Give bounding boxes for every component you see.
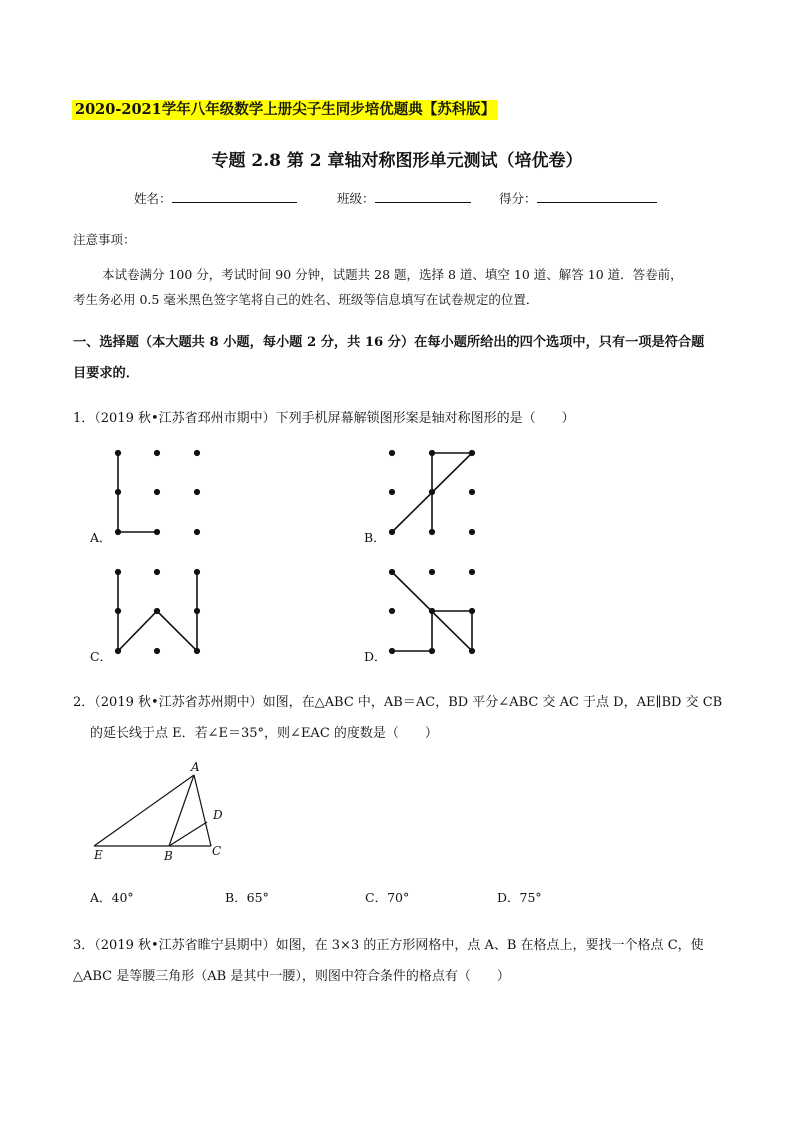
point-d-label: D (213, 808, 223, 822)
score-label: 得分： (499, 191, 537, 206)
q1-option-a-label[interactable]: A． (90, 530, 112, 545)
q3-stem-line-2: △ABC 是等腰三角形（AB 是其中一腰），则图中符合条件的格点有（ ） (73, 969, 510, 984)
q2-choice-b[interactable]: B．65° (225, 890, 269, 905)
class-label: 班级： (337, 191, 375, 206)
line-bd (169, 822, 207, 846)
series-banner: 2020-2021学年八年级数学上册尖子生同步培优题典【苏科版】 (72, 100, 498, 120)
point-a-label: A (191, 760, 200, 774)
q2-choice-c[interactable]: C．70° (365, 890, 410, 905)
line-ab (169, 775, 194, 846)
page-title: 专题 2.8 第 2 章轴对称图形单元测试（培优卷） (211, 151, 583, 171)
q2-choice-d[interactable]: D．75° (497, 890, 542, 905)
q3-stem-line-1: 3．（2019 秋•江苏省睢宁县期中）如图，在 3×3 的正方形网格中，点 A、B 在格点上，要找一个格点 C，使 (73, 938, 704, 953)
section-heading-line-1: 一、选择题（本大题共 8 小题，每小题 2 分，共 16 分）在每小题所给出的四个选项中，只有一项是符合题 (73, 335, 705, 350)
notice-heading: 注意事项： (73, 232, 136, 247)
q2-stem-line-1: 2．（2019 秋•江苏省苏州期中）如图，在△ABC 中，AB＝AC，BD 平分∠ABC 交 AC 于点 D，AE∥BD 交 CB (73, 695, 723, 710)
line-ac (194, 775, 211, 846)
point-e-label: E (94, 848, 103, 862)
section-heading-line-2: 目要求的． (73, 366, 139, 381)
q2-stem-line-2: 的延长线于点 E．若∠E＝35°，则∠EAC 的度数是（ ） (90, 726, 438, 741)
notice-line-2: 考生务必用 0.5 毫米黑色签字笔将自己的姓名、班级等信息填写在试卷规定的位置． (73, 292, 539, 307)
point-b-label: B (164, 849, 173, 863)
q1-option-b-label[interactable]: B． (364, 530, 386, 545)
point-c-label: C (212, 844, 222, 858)
q1-option-c-label[interactable]: C． (90, 649, 113, 664)
q1-option-d-label[interactable]: D． (364, 649, 387, 664)
line-ae (94, 775, 194, 846)
name-label: 姓名： (134, 191, 172, 206)
notice-line-1: 本试卷满分 100 分，考试时间 90 分钟，试题共 28 题，选择 8 道、填空 10 道、解答 10 道．答卷前， (102, 267, 683, 282)
q2-choice-a[interactable]: A．40° (90, 890, 134, 905)
q1-stem: 1．（2019 秋•江苏省邳州市期中）下列手机屏幕解锁图形案是轴对称图形的是（ ） (73, 411, 575, 426)
